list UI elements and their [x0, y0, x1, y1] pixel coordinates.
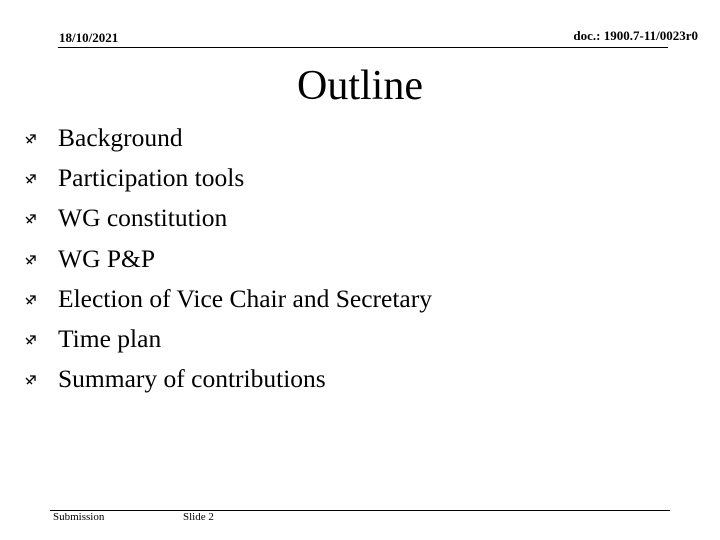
bullet-text: WG constitution	[58, 203, 228, 233]
bullet-item	[22, 198, 432, 238]
header-divider	[58, 47, 668, 48]
bullet-item	[22, 279, 432, 319]
footer-divider	[50, 510, 670, 511]
footer-slide-number: Slide 2	[183, 511, 214, 523]
arrow-bullet-icon	[24, 251, 40, 267]
arrow-bullet-icon	[24, 331, 40, 347]
bullet-text: Background	[58, 123, 183, 153]
bullet-item	[22, 118, 432, 158]
arrow-bullet-icon	[24, 291, 40, 307]
bullet-text: Election of Vice Chair and Secretary	[58, 283, 432, 313]
arrow-bullet-icon	[24, 210, 40, 226]
bullet-text: Summary of contributions	[58, 364, 326, 394]
bullet-text: Time plan	[58, 324, 162, 354]
bullet-text: Participation tools	[58, 163, 245, 193]
bullet-item	[22, 319, 432, 359]
bullet-list	[22, 118, 432, 399]
bullet-text: WG P&P	[58, 243, 156, 273]
footer-submission: Submission	[53, 511, 105, 523]
bullet-item	[22, 158, 432, 198]
bullet-item	[22, 359, 432, 399]
arrow-bullet-icon	[24, 371, 40, 387]
arrow-bullet-icon	[24, 130, 40, 146]
bullet-item	[22, 239, 432, 279]
header-date: 18/10/2021	[59, 30, 119, 45]
slide-title: Outline	[297, 63, 423, 109]
arrow-bullet-icon	[24, 170, 40, 186]
header-doc-id: doc.: 1900.7-11/0023r0	[573, 28, 698, 43]
